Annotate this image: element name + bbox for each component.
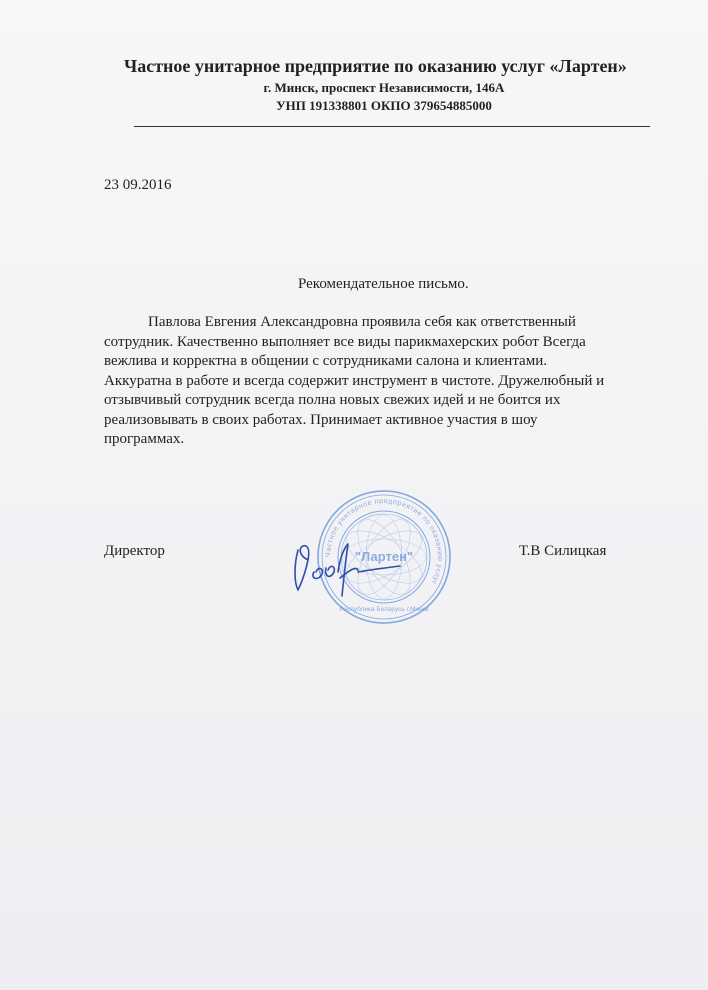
body-line: вежлива и корректна в общении с сотрудниками салона и клиентами. (104, 353, 547, 369)
body-line: отзывчивый сотрудник всегда полна новых свежих идей и не боится их (104, 392, 561, 408)
organization-name: Частное унитарное предприятие по оказанию услуг «Лартен» (124, 56, 627, 76)
organization-address: г. Минск, проспект Независимости, 146А (263, 80, 505, 95)
header-divider (134, 126, 650, 127)
handwritten-signature (284, 520, 404, 610)
stamp-ring-text: Частное унитарное предприятие по оказанию услуг (324, 497, 444, 586)
body-line: сотрудник. Качественно выполняет все виды парикмахерских робот Всегда (104, 333, 586, 350)
letter-body (104, 313, 670, 450)
body-line: Аккуратна в работе и всегда содержит инструмент в чистоте. Дружелюбный и (104, 372, 605, 389)
organization-identifiers: УНП 191338801 ОКПО 379654885000 (276, 98, 492, 113)
stamp-center-text: "Лартен" (354, 549, 414, 564)
body-line: реализовывать в своих работах. Принимает активное участия в шоу (104, 411, 538, 428)
body-line: Павлова Евгения Александровна проявила себя как ответственный (148, 314, 576, 330)
signer-role: Директор (104, 543, 165, 559)
letter-date: 23 09.2016 (104, 177, 172, 193)
stamp-country-text: Республика Беларусь г.Минск (339, 606, 429, 613)
signer-name: Т.В Силицкая (519, 543, 607, 559)
body-line: программах. (104, 431, 185, 447)
letter-title: Рекомендательное письмо. (298, 276, 469, 292)
